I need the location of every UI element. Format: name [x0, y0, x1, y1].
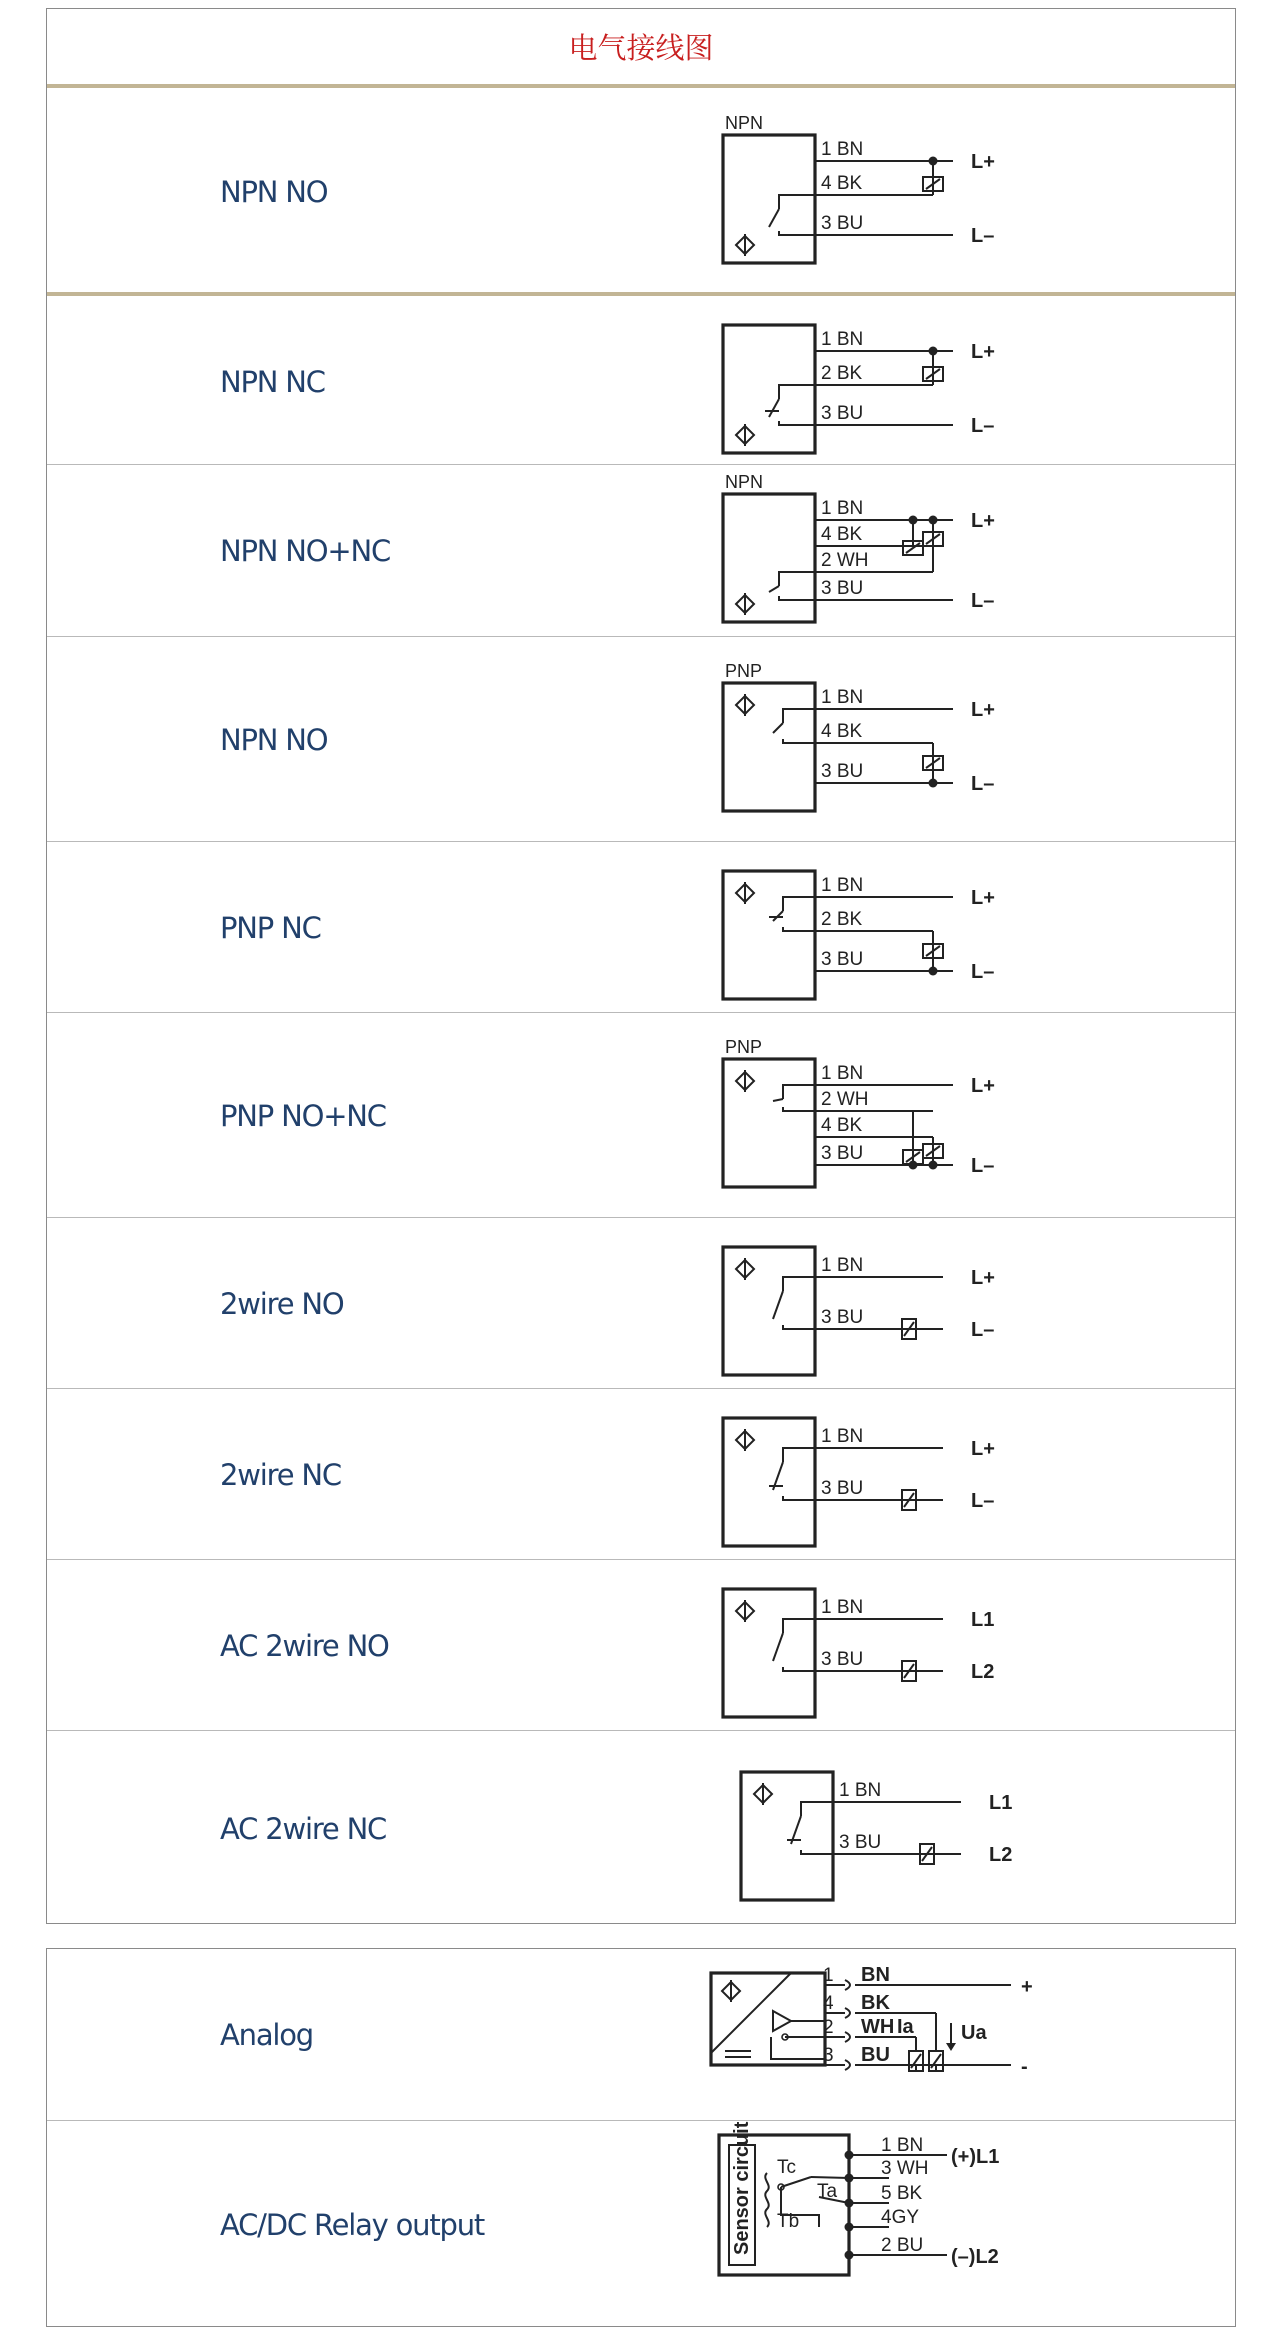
wiring-type-label: NPN NC	[220, 365, 325, 399]
sensor-housing	[723, 1418, 815, 1546]
wiring-row	[47, 1217, 1235, 1388]
sensor-housing	[723, 683, 815, 811]
sensor-housing	[723, 1059, 815, 1187]
pin-number: 4	[823, 1993, 834, 2014]
wire-label: 1 BN	[881, 2135, 924, 2156]
wire-label: 2 WH	[821, 550, 869, 571]
wiring-type-label: 2wire NC	[220, 1457, 341, 1492]
contact-line	[783, 927, 815, 931]
wire-label: 3 BU	[821, 948, 864, 970]
wire-label: BN	[861, 1964, 890, 1986]
wire-label: 1 BN	[821, 329, 864, 350]
wiring-type-label: AC 2wire NC	[220, 1811, 387, 1846]
contact-line	[783, 1496, 815, 1500]
sensor-housing	[723, 871, 815, 999]
terminal-label: L+	[971, 1437, 995, 1460]
sensor-type-label: PNP	[725, 660, 763, 681]
wiring-diagram-svg	[723, 472, 1043, 636]
terminal-label: L–	[971, 960, 995, 983]
wiring-diagram	[723, 660, 1043, 825]
contact-line	[779, 421, 815, 425]
signal-label: Ua	[961, 2022, 987, 2044]
wiring-diagram	[711, 1964, 1033, 2133]
wiring-diagram	[723, 1400, 1043, 1560]
contact-line	[783, 1085, 815, 1099]
terminal-label: L+	[971, 1074, 995, 1097]
wire-label: 3 BU	[821, 1477, 864, 1499]
wire-label: 1 BN	[821, 498, 864, 519]
wire-label: 3 BU	[821, 403, 864, 424]
wiring-diagram	[723, 113, 1043, 277]
wiring-diagram	[723, 853, 1043, 1013]
contact-label: Ta	[817, 2181, 838, 2202]
terminal-label: L–	[971, 225, 995, 247]
junction-dot	[845, 2174, 854, 2183]
wiring-diagram-svg	[723, 1036, 1043, 1201]
terminal-label: +	[1021, 1976, 1033, 1998]
contact-line	[783, 1107, 815, 1111]
connector-icon	[845, 2008, 850, 2018]
terminal-label: L1	[971, 1608, 995, 1631]
terminal-label: L+	[971, 886, 995, 909]
sensor-housing	[723, 1589, 815, 1717]
switch-contact-icon	[773, 1633, 783, 1661]
sensor-type-label: NPN	[725, 113, 764, 133]
switch-contact-icon	[773, 1099, 783, 1101]
wiring-diagram-svg	[723, 113, 1043, 277]
wiring-diagram-svg	[723, 1229, 1043, 1389]
switch-contact-icon	[773, 1291, 783, 1319]
wiring-type-label: AC/DC Relay output	[220, 2208, 485, 2242]
wire-label: 3 BU	[821, 1306, 864, 1328]
contact-line	[783, 739, 815, 743]
terminal-label: L2	[989, 1843, 1013, 1866]
wiring-row	[47, 464, 1235, 636]
wiring-type-label: NPN NO+NC	[220, 534, 391, 568]
wire-label: 4 BK	[821, 1114, 863, 1136]
wire-label: 4GY	[881, 2207, 920, 2228]
terminal-label: L–	[971, 772, 995, 795]
terminal-label: L–	[971, 590, 995, 612]
contact-label: Tb	[777, 2211, 800, 2232]
contact-label: Tc	[777, 2157, 796, 2178]
pin-number: 2	[823, 2017, 834, 2038]
wiring-row	[47, 84, 1235, 292]
contact-line	[783, 897, 815, 911]
wiring-diagram-svg	[719, 2121, 1039, 2295]
section-title: 电气接线图	[568, 31, 714, 65]
wiring-row	[47, 1730, 1235, 1925]
terminal-label: L–	[971, 1154, 995, 1177]
contact-line	[783, 1277, 815, 1291]
contact-line	[783, 709, 815, 723]
wire-line	[811, 2177, 849, 2178]
junction-dot	[845, 2199, 854, 2208]
wire-label: 1 BN	[821, 1425, 864, 1447]
wire-label: 1 BN	[821, 139, 864, 160]
wire-label: 2 BU	[881, 2235, 924, 2256]
contact-line	[779, 596, 815, 600]
wire-label: 3 WH	[881, 2158, 929, 2179]
wiring-row	[47, 841, 1235, 1012]
contact-line	[801, 1850, 833, 1854]
wiring-diagram	[719, 2121, 1039, 2295]
wiring2-row	[47, 2120, 1235, 2328]
connector-icon	[845, 2032, 850, 2042]
wire-label: BU	[861, 2044, 890, 2066]
wire-label: 3 BU	[821, 578, 864, 599]
contact-line	[783, 1325, 815, 1329]
terminal-label: L+	[971, 698, 995, 721]
wire-label: 2 WH	[821, 1088, 869, 1110]
wiring-type-label: 2wire NO	[220, 1286, 344, 1321]
wiring-diagram	[723, 307, 1043, 467]
pin-number: 3	[823, 2045, 834, 2066]
wiring-type-label: NPN NO	[220, 722, 328, 757]
wire-label: WH	[861, 2016, 895, 2038]
terminal-label: L–	[971, 415, 995, 437]
junction-dot	[845, 2151, 854, 2160]
wiring2-row	[47, 1949, 1235, 2120]
wiring-table	[46, 8, 1236, 1924]
contact-line	[783, 1448, 815, 1462]
sensor-housing	[723, 1247, 815, 1375]
switch-contact-icon	[769, 399, 779, 417]
wire-label: 2 BK	[821, 363, 863, 384]
terminal-label: L+	[971, 151, 995, 173]
arrow-icon	[946, 2043, 956, 2051]
wire-label: 1 BN	[821, 1062, 864, 1084]
wiring-diagram	[723, 472, 1043, 636]
wiring-diagram-svg	[723, 1400, 1043, 1560]
sensor-housing	[741, 1772, 833, 1900]
contact-line	[779, 385, 815, 399]
wire-label: 3 BU	[821, 760, 864, 782]
junction-dot	[845, 2251, 854, 2260]
connector-icon	[845, 2060, 850, 2070]
wiring-row	[47, 292, 1235, 464]
wiring-diagram	[723, 1571, 1043, 1731]
wire-label: 1 BN	[821, 686, 864, 708]
contact-line	[779, 195, 815, 209]
contact-line	[779, 231, 815, 235]
switch-contact-icon	[781, 2177, 811, 2187]
wiring-diagram	[723, 1229, 1043, 1389]
terminal-label: -	[1021, 2056, 1028, 2078]
sensor-circuit-label: Sensor circuit	[731, 2121, 753, 2255]
terminal-label: L–	[971, 1318, 995, 1341]
wire-label: 4 BK	[821, 720, 863, 742]
wiring-row	[47, 1012, 1235, 1217]
terminal-label: L+	[971, 1266, 995, 1289]
wire-label: 4 BK	[821, 524, 863, 545]
switch-contact-icon	[769, 586, 779, 592]
wiring-type-label: PNP NC	[220, 910, 321, 945]
switch-contact-icon	[769, 209, 779, 227]
contact-line	[783, 1667, 815, 1671]
wire-line	[771, 2037, 825, 2059]
terminal-label: L2	[971, 1660, 995, 1683]
wiring-type-label: PNP NO+NC	[220, 1098, 386, 1133]
wire-label: 3 BU	[821, 213, 864, 234]
terminal-label: L+	[971, 510, 995, 532]
wiring-diagram-svg	[723, 660, 1043, 825]
wiring-diagram-svg	[711, 1964, 1033, 2133]
amplifier-icon	[773, 2011, 791, 2031]
terminal-label: L1	[989, 1791, 1013, 1814]
wiring-type-label: NPN NO	[220, 175, 328, 209]
wire-label: 5 BK	[881, 2183, 923, 2204]
signal-label: Ia	[897, 2016, 914, 2038]
wire-label: 3 BU	[821, 1648, 864, 1670]
wire-label: 4 BK	[821, 173, 863, 194]
wire-label: 1 BN	[839, 1779, 882, 1801]
wire-label: 1 BN	[821, 874, 864, 896]
wire-label: 3 BU	[821, 1142, 864, 1164]
connector-icon	[845, 1980, 850, 1990]
wiring-diagram	[723, 1036, 1043, 1201]
wiring-table-2	[46, 1948, 1236, 2327]
terminal-label: (–)L2	[951, 2246, 999, 2268]
wire-label: 3 BU	[839, 1831, 882, 1853]
contact-line	[779, 572, 815, 586]
wire-label: BK	[861, 1992, 890, 2014]
pin-number: 1	[823, 1965, 834, 1986]
wire-label: 1 BN	[821, 1254, 864, 1276]
wire-label: 2 BK	[821, 908, 863, 930]
wiring-row	[47, 1559, 1235, 1730]
sensor-divider	[711, 1973, 791, 2053]
contact-line	[783, 1619, 815, 1633]
terminal-label: L–	[971, 1489, 995, 1512]
terminal-label: L+	[971, 341, 995, 363]
sensor-type-label: PNP	[725, 1036, 763, 1057]
wiring-row	[47, 1388, 1235, 1559]
terminal-label: (+)L1	[951, 2146, 1000, 2168]
wiring-type-label: Analog	[220, 2017, 313, 2052]
wiring-diagram-svg	[741, 1754, 1061, 1914]
sensor-type-label: NPN	[725, 472, 764, 492]
wiring-diagram-svg	[723, 1571, 1043, 1731]
relay-coil-icon	[765, 2173, 768, 2227]
wire-label: 1 BN	[821, 1596, 864, 1618]
switch-contact-icon	[773, 723, 783, 733]
wiring-type-label: AC 2wire NO	[220, 1628, 389, 1663]
wiring-diagram-svg	[723, 853, 1043, 1013]
junction-dot	[845, 2223, 854, 2232]
contact-line	[801, 1802, 833, 1816]
wiring-diagram	[741, 1754, 1061, 1914]
wiring-diagram-svg	[723, 307, 1043, 467]
wiring-row	[47, 636, 1235, 841]
